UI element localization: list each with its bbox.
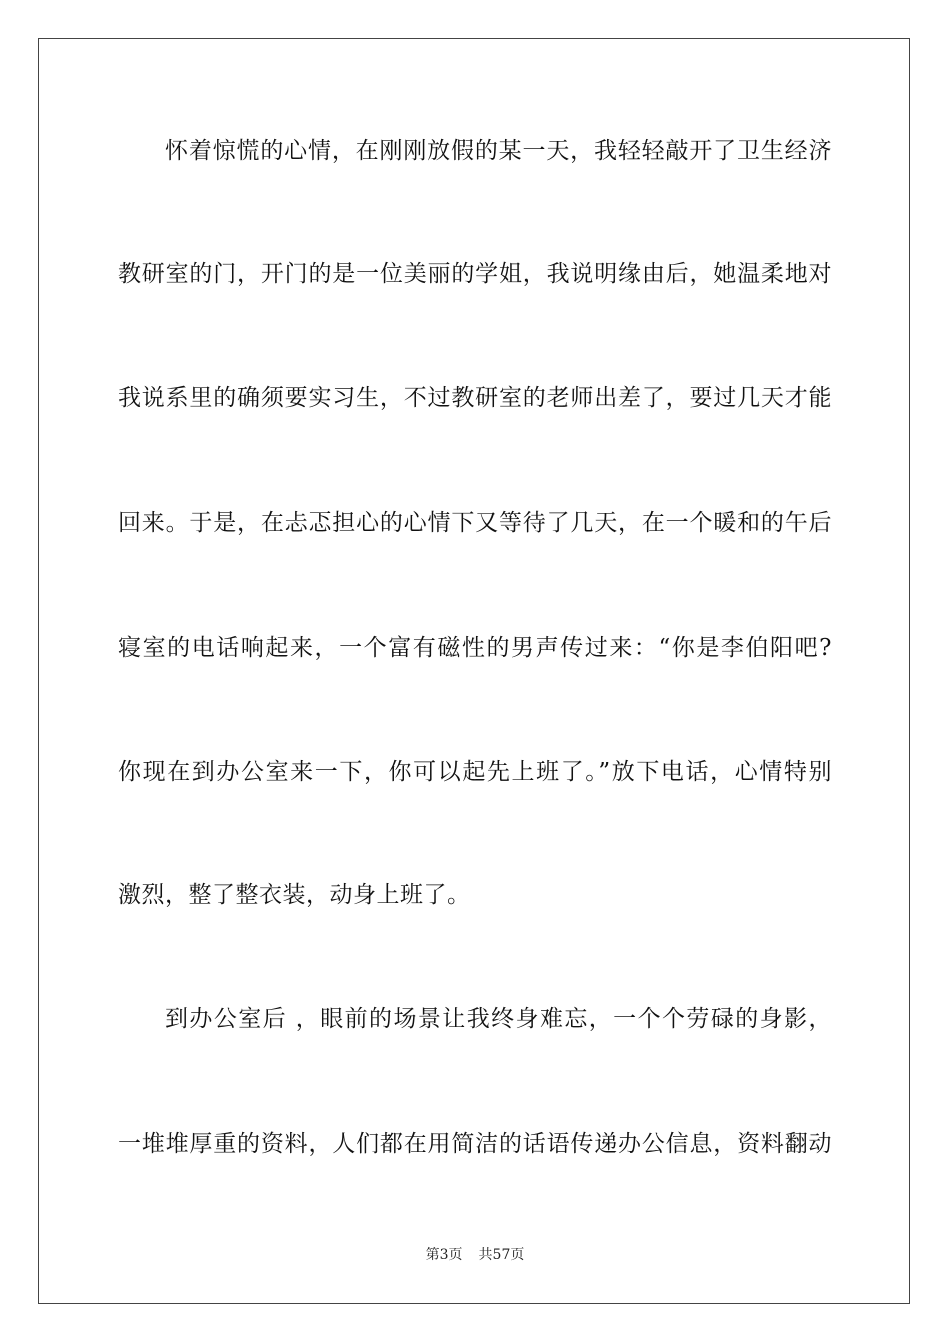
paragraph-line: 寝室的电话响起来，一个富有磁性的男声传过来：“你是李伯阳吧?: [118, 635, 832, 661]
paragraph-line: 怀着惊慌的心情，在刚刚放假的某一天，我轻轻敲开了卫生经济: [165, 138, 832, 164]
paragraph-line: 一堆堆厚重的资料，人们都在用简洁的话语传递办公信息，资料翻动: [118, 1131, 832, 1157]
page-border: [38, 38, 910, 1304]
paragraph-line: 我说系里的确须要实习生，不过教研室的老师出差了，要过几天才能: [118, 385, 832, 411]
paragraph-line: 教研室的门，开门的是一位美丽的学姐，我说明缘由后，她温柔地对: [118, 261, 832, 287]
page-total: 共57页: [478, 1247, 525, 1263]
page-footer: [0, 1246, 950, 1264]
paragraph-line: 你现在到办公室来一下，你可以起先上班了。”放下电话，心情特别: [118, 759, 832, 785]
paragraph-line: 回来。于是，在忐忑担心的心情下又等待了几天，在一个暖和的午后: [118, 510, 832, 536]
paragraph-line: 到办公室后 ，眼前的场景让我终身难忘，一个个劳碌的身影，: [165, 1006, 832, 1032]
page-number: 第3页: [425, 1247, 463, 1263]
paragraph-line: 激烈，整了整衣装，动身上班了。: [118, 882, 471, 908]
